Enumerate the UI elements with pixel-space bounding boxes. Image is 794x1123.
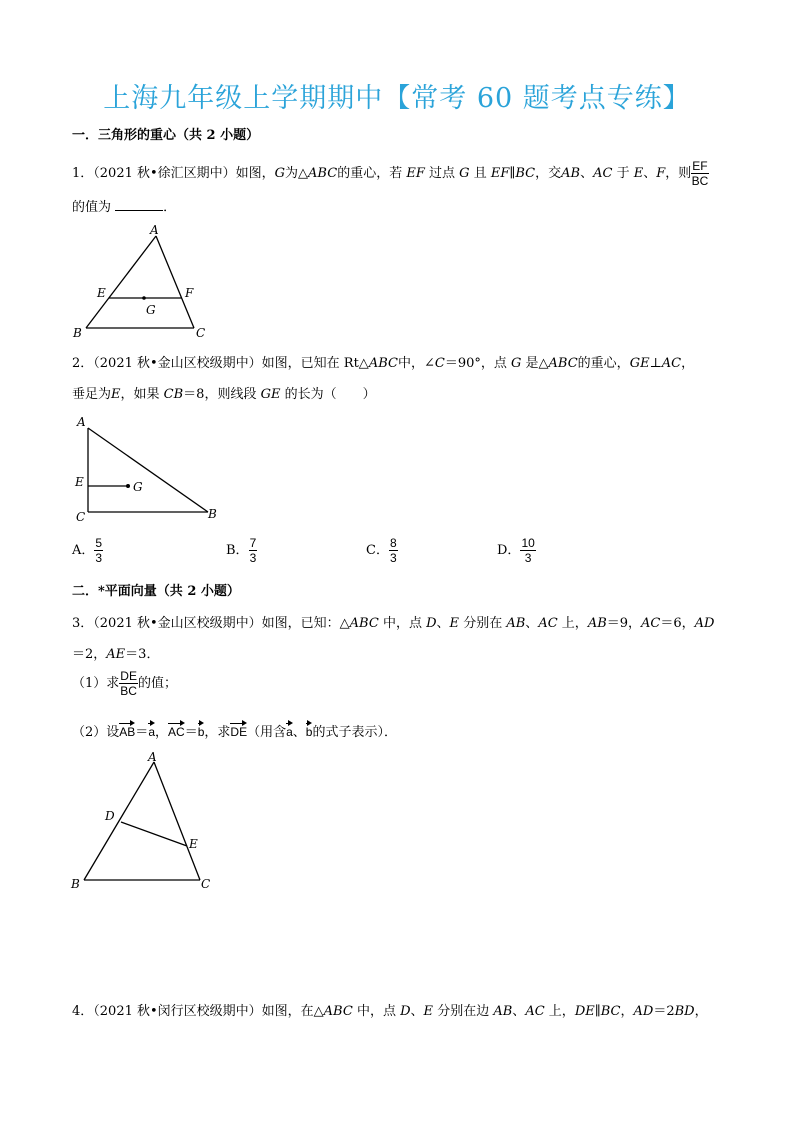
option-a[interactable] (72, 537, 103, 564)
q2-var: E (111, 387, 121, 402)
label-b: B (71, 877, 80, 891)
fraction-numerator: 7 (249, 536, 257, 550)
page-title: 上海九年级上学期期中【常考 60 题考点专练】 (103, 83, 691, 114)
q2-text: 是△ (525, 356, 549, 371)
q3-text: ＝ (184, 725, 198, 740)
label-e: E (75, 475, 84, 489)
label-g: G (146, 303, 156, 317)
label-f: F (185, 286, 194, 300)
question-2-line-2 (72, 383, 376, 402)
q3-text: 、 (292, 725, 306, 740)
q3-text: （2）设 (72, 725, 120, 740)
q3-text: ＝2， (72, 647, 107, 662)
option-fraction (389, 537, 398, 564)
q2-text: 的长为（ ） (284, 387, 376, 402)
q3-text: （1）求 (72, 676, 120, 691)
q2-text: 2．（2021 秋•金山区校级期中）如图，已知在 Rt△ (72, 356, 369, 371)
q3-text: ＝9， (606, 616, 642, 631)
q4-text: ＝2 (653, 1004, 675, 1019)
q3-text: 中，点 (382, 616, 422, 631)
question-4-line-1 (72, 1000, 708, 1019)
option-label: A． (72, 543, 95, 558)
q4-var: E (423, 1004, 434, 1019)
label-b: B (73, 326, 82, 340)
q3-var: ABC (349, 616, 379, 631)
q3-text: 的值； (137, 676, 177, 691)
fraction-denominator: 3 (249, 551, 257, 565)
q2-text: 垂足为 (72, 387, 112, 402)
q1-text: ，则 (665, 166, 692, 181)
point-g (126, 484, 130, 488)
option-label: D． (497, 543, 521, 558)
label-a: A (150, 223, 159, 237)
q3-var: D (426, 616, 437, 631)
segment-ab (84, 762, 154, 880)
q1-var: ABC (308, 166, 338, 181)
q1-var: AB (561, 166, 581, 181)
q1-var: EF (406, 166, 425, 181)
fraction-numerator: 8 (389, 536, 397, 550)
q3-text: ＝3． (125, 647, 160, 662)
q4-var: AC (525, 1004, 545, 1019)
segment-ac (154, 762, 200, 880)
label-c: C (76, 510, 86, 524)
question-3-line-2 (72, 643, 159, 662)
q2-var: GE⊥AC (629, 356, 682, 371)
q2-var: CB (163, 387, 184, 402)
q4-var: BD (674, 1004, 695, 1019)
q4-text: 上， (548, 1004, 575, 1019)
figure-q1-triangle (70, 222, 220, 342)
q4-var: ABC (323, 1004, 353, 1019)
option-b[interactable] (226, 537, 257, 564)
q1-var: AC (593, 166, 613, 181)
q4-text: 、 (410, 1004, 424, 1019)
q2-var: ABC (548, 356, 578, 371)
label-a: A (77, 415, 86, 429)
option-fraction (520, 537, 535, 564)
fraction-denominator: 3 (95, 551, 103, 565)
q1-var: F (656, 166, 666, 181)
q1-var: G (459, 166, 470, 181)
q1-var: EF∥BC (490, 166, 536, 181)
vector-de: DE (230, 721, 247, 739)
q2-var: G (511, 356, 522, 371)
label-d: D (105, 809, 115, 823)
question-3-line-1 (72, 612, 714, 631)
q4-text: ， (620, 1004, 634, 1019)
q2-text: ， (681, 356, 695, 371)
point-g (142, 296, 146, 300)
q3-text: 的式子表示）． (312, 725, 397, 740)
q3-text: 上， (561, 616, 588, 631)
q4-text: ， (694, 1004, 708, 1019)
option-label: C． (366, 543, 389, 558)
figure-q2-right-triangle (70, 410, 230, 528)
q2-var: GE (260, 387, 281, 402)
fraction-denominator: BC (120, 684, 137, 698)
q3-var: E (449, 616, 460, 631)
fraction-denominator: 3 (524, 551, 532, 565)
q4-text: 、 (512, 1004, 526, 1019)
q3-text: ，求 (204, 725, 231, 740)
q1-var: G (274, 166, 286, 181)
q1-text: 1．（2021 秋•徐汇区期中）如图， (72, 166, 275, 181)
vector-ac: AC (168, 721, 185, 739)
section-heading-vectors: 二．*平面向量（共 2 小题） (72, 584, 240, 599)
option-fraction (249, 537, 258, 564)
fraction-ef-bc (691, 160, 708, 187)
question-3-part-1 (72, 670, 177, 697)
q3-text: 、 (436, 616, 450, 631)
vector-ab: AB (119, 721, 135, 739)
q1-text: 、 (580, 166, 594, 181)
q2-text: ＝8，则线段 (183, 387, 257, 402)
q4-text: 分别在边 (437, 1004, 490, 1019)
q3-var: AC (641, 616, 661, 631)
q1-text: ，交 (535, 166, 562, 181)
q3-text: 3．（2021 秋•金山区校级期中）如图，已知：△ (72, 616, 350, 631)
q3-text: ＝6， (660, 616, 695, 631)
q2-var: C (434, 356, 445, 371)
fraction-denominator: 3 (389, 551, 397, 565)
label-b: B (208, 507, 217, 521)
q1-text: 为△ (285, 166, 309, 181)
option-c[interactable] (366, 537, 398, 564)
q3-text: 分别在 (463, 616, 503, 631)
label-a: A (148, 750, 157, 764)
q3-var: AB (587, 616, 607, 631)
fraction-numerator: 10 (521, 536, 535, 550)
q3-var: AD (694, 616, 715, 631)
q3-var: AB (506, 616, 526, 631)
q3-var: AE (106, 647, 126, 662)
q1-text: 且 (473, 166, 487, 181)
fraction-denominator: BC (691, 174, 709, 188)
q4-text: 4．（2021 秋•闵行区校级期中）如图，在△ (72, 1004, 324, 1019)
question-1-line-1 (72, 160, 709, 187)
q1-text: 于 (616, 166, 630, 181)
q1-text: 的重心，若 (337, 166, 403, 181)
question-1-line-2 (72, 196, 176, 215)
option-d[interactable] (497, 537, 536, 564)
label-c: C (196, 326, 206, 340)
label-e: E (97, 286, 106, 300)
q1-text: 过点 (429, 166, 456, 181)
option-label: B． (226, 543, 249, 558)
q3-text: 、 (525, 616, 539, 631)
vector-b: b (306, 721, 313, 739)
q2-var: ABC (368, 356, 398, 371)
fraction-numerator: DE (120, 669, 137, 683)
q3-var: AC (538, 616, 558, 631)
q2-text: 的重心， (577, 356, 630, 371)
q1-var: E (633, 166, 644, 181)
question-3-part-2 (72, 721, 397, 740)
label-c: C (201, 877, 211, 891)
vector-a: a (286, 721, 293, 739)
vector-a: a (148, 721, 155, 739)
q4-var: D (400, 1004, 411, 1019)
q4-var: DE∥BC (574, 1004, 621, 1019)
label-e: E (189, 837, 198, 851)
q2-text: ＝90°，点 (444, 356, 507, 371)
q1-text: ． (163, 200, 177, 215)
fraction-numerator: 5 (95, 536, 103, 550)
segment-ab (88, 428, 208, 512)
section-heading-centroid: 一．三角形的重心（共 2 小题） (72, 128, 260, 143)
question-2-line-1 (72, 352, 694, 371)
q1-text: 的值为 (72, 200, 112, 215)
q3-text: ， (155, 725, 169, 740)
q1-text: 、 (643, 166, 657, 181)
vector-b: b (198, 721, 205, 739)
segment-de (121, 822, 187, 846)
q2-text: 中，∠ (397, 356, 435, 371)
q3-text: ＝ (135, 725, 149, 740)
fraction-numerator: EF (692, 159, 708, 173)
label-g: G (133, 480, 143, 494)
q4-var: AD (633, 1004, 654, 1019)
option-fraction (94, 537, 103, 564)
q2-text: ，如果 (120, 387, 160, 402)
fraction-de-bc (119, 670, 138, 697)
q4-var: AB (493, 1004, 513, 1019)
q3-text: （用含 (247, 725, 287, 740)
answer-blank (115, 198, 163, 211)
figure-q3-triangle (68, 748, 228, 896)
segment-ac (156, 236, 194, 328)
q4-text: 中，点 (356, 1004, 396, 1019)
